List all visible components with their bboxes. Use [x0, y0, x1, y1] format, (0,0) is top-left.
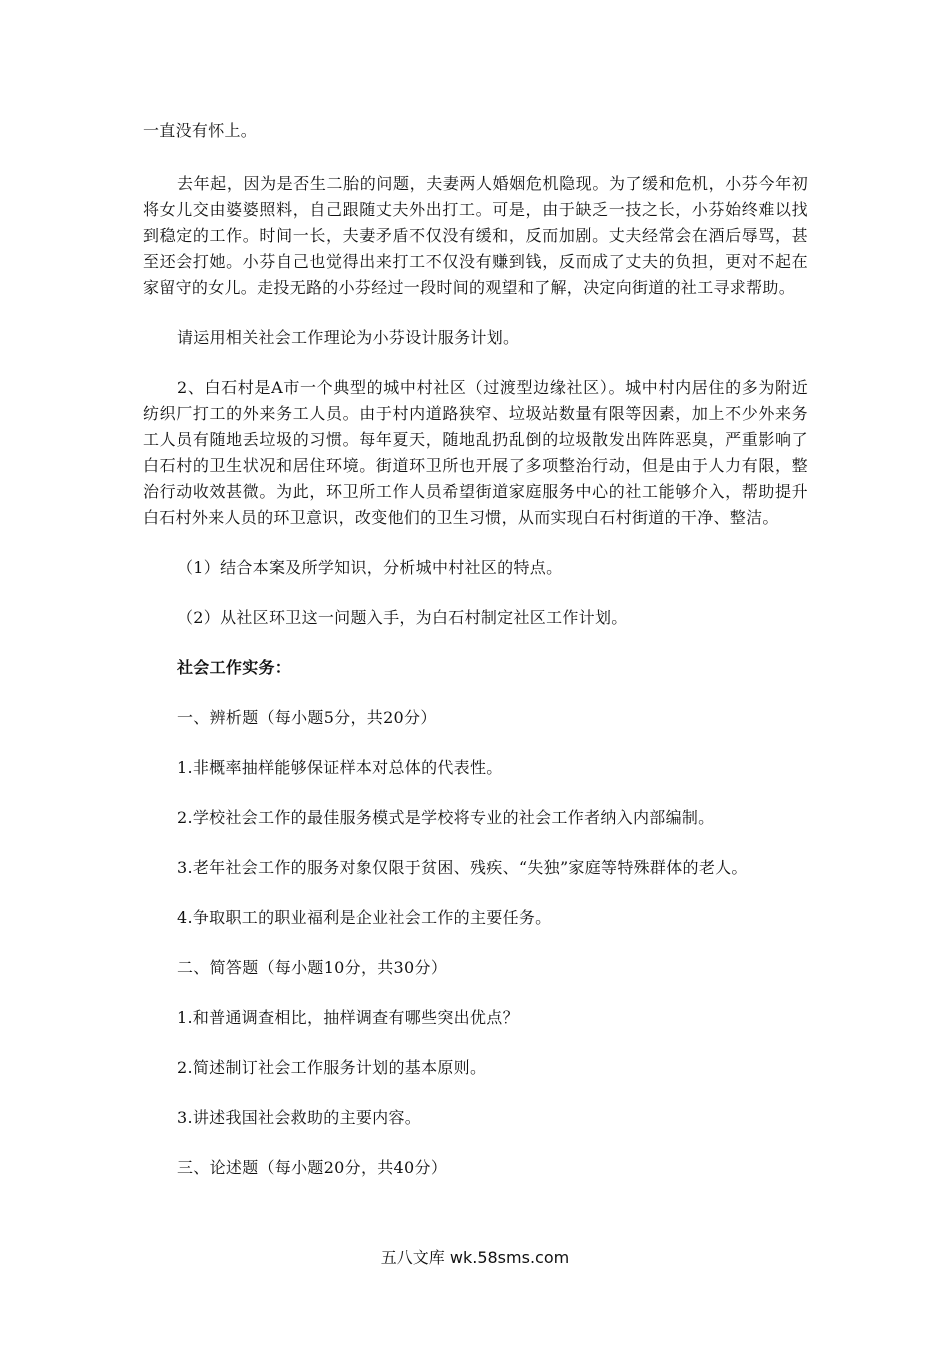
paragraph-case-xiaofen: 去年起，因为是否生二胎的问题，夫妻两人婚姻危机隐现。为了缓和危机，小芬今年初将女儿交由婆婆照料，自己跟随丈夫外出打工。可是，由于缺乏一技之长，小芬始终难以找到稳定的工作。时间一长，夫妻矛盾不仅没有缓和，反而加剧。丈夫经常会在酒后辱骂，甚至还会打她。小芬自己也觉得出来打工不仅没有赚到钱，反而成了丈夫的负担，更对不起在家留守的女儿。走投无路的小芬经过一段时间的观望和了解，决定向街道的社工寻求帮助。 [143, 174, 808, 297]
section-heading-analysis: 一、辨析题（每小题5分，共20分） [177, 708, 437, 727]
short-answer-item-3: 3.讲述我国社会救助的主要内容。 [177, 1108, 422, 1127]
analysis-item-4: 4.争取职工的职业福利是企业社会工作的主要任务。 [177, 908, 552, 927]
analysis-item-1: 1.非概率抽样能够保证样本对总体的代表性。 [177, 758, 503, 777]
page-footer: 五八文库 wk.58sms.com [380, 1248, 570, 1267]
section-heading-short-answer: 二、简答题（每小题10分，共30分） [177, 958, 448, 977]
document-body [143, 118, 808, 1205]
paragraph-question-2-1: （1）结合本案及所学知识，分析城中村社区的特点。 [177, 558, 563, 577]
paragraph-question-1: 请运用相关社会工作理论为小芬设计服务计划。 [177, 328, 520, 347]
paragraph-case-ending: 一直没有怀上。 [143, 121, 258, 140]
paragraph-question-2-2: （2）从社区环卫这一问题入手，为白石村制定社区工作计划。 [177, 608, 628, 627]
analysis-item-2: 2.学校社会工作的最佳服务模式是学校将专业的社会工作者纳入内部编制。 [177, 808, 715, 827]
section-heading-practice: 社会工作实务： [177, 658, 292, 677]
section-heading-essay: 三、论述题（每小题20分，共40分） [177, 1158, 448, 1177]
paragraph-case-baishi-village: 2、白石村是A市一个典型的城中村社区（过渡型边缘社区）。城中村内居住的多为附近纺织厂打工的外来务工人员。由于村内道路狭窄、垃圾站数量有限等因素，加上不少外来务工人员有随地丢垃圾的习惯。每年夏天，随地乱扔乱倒的垃圾散发出阵阵恶臭，严重影响了白石村的卫生状况和居住环境。街道环卫所也开展了多项整治行动，但是由于人力有限，整治行动收效甚微。为此，环卫所工作人员希望街道家庭服务中心的社工能够介入，帮助提升白石村外来人员的环卫意识，改变他们的卫生习惯，从而实现白石村街道的干净、整洁。 [143, 378, 808, 527]
analysis-item-3: 3.老年社会工作的服务对象仅限于贫困、残疾、“失独”家庭等特殊群体的老人。 [177, 858, 748, 877]
short-answer-item-2: 2.简述制订社会工作服务计划的基本原则。 [177, 1058, 487, 1077]
short-answer-item-1: 1.和普通调查相比，抽样调查有哪些突出优点？ [177, 1008, 519, 1027]
